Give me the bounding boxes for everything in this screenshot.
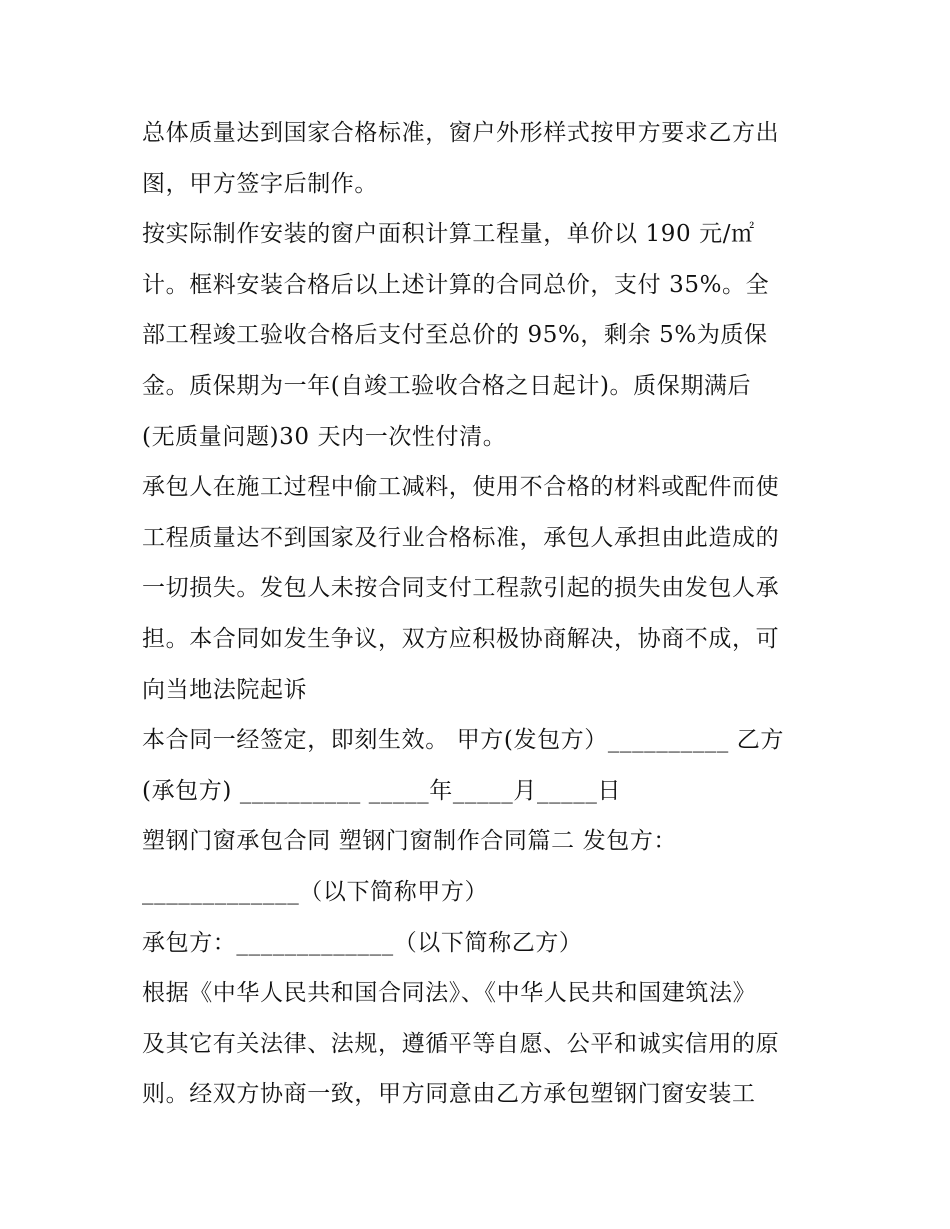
document-body	[142, 108, 822, 1120]
text-line: 一切损失。发包人未按合同支付工程款引起的损失由发包人承	[142, 575, 780, 602]
text-line: 计。框料安装合格后以上述计算的合同总价，支付 35%。全	[142, 271, 770, 298]
text-line: (无质量问题)30 天内一次性付清。	[142, 423, 507, 450]
text-line: 按实际制作安装的窗户面积计算工程量，单价以 190 元/㎡	[142, 221, 755, 248]
party-b-line: 承包方：_____________（以下简称乙方）	[142, 929, 583, 956]
text-line: 向当地法院起诉	[142, 676, 308, 703]
party-a-line: _____________（以下简称甲方）	[142, 878, 489, 905]
text-line: 部工程竣工验收合格后支付至总价的 95%，剩余 5%为质保	[142, 322, 768, 349]
text-line: 则。经双方协商一致，甲方同意由乙方承包塑钢门窗安装工	[142, 1081, 756, 1108]
text-line: 图，甲方签字后制作。	[142, 170, 378, 197]
text-line: 根据《中华人民共和国合同法》、《中华人民共和国建筑法》	[142, 980, 757, 1007]
text-line: 工程质量达不到国家及行业合格标准，承包人承担由此造成的	[142, 524, 780, 551]
text-line: 金。质保期为一年(自竣工验收合格之日起计)。质保期满后	[142, 372, 752, 399]
section-heading: 塑钢门窗承包合同 塑钢门窗制作合同篇二 发包方：	[142, 828, 678, 855]
signature-line: 本合同一经签定，即刻生效。 甲方(发包方）__________ 乙方	[142, 727, 784, 754]
text-line: 及其它有关法律、法规，遵循平等自愿、公平和诚实信用的原	[142, 1030, 780, 1057]
date-line: (承包方) __________ _____年_____月_____日	[142, 777, 622, 804]
text-line: 担。本合同如发生争议，双方应积极协商解决，协商不成，可	[142, 625, 780, 652]
text-line: 总体质量达到国家合格标准，窗户外形样式按甲方要求乙方出	[142, 120, 780, 146]
text-line: 承包人在施工过程中偷工减料，使用不合格的材料或配件而使	[142, 474, 780, 501]
